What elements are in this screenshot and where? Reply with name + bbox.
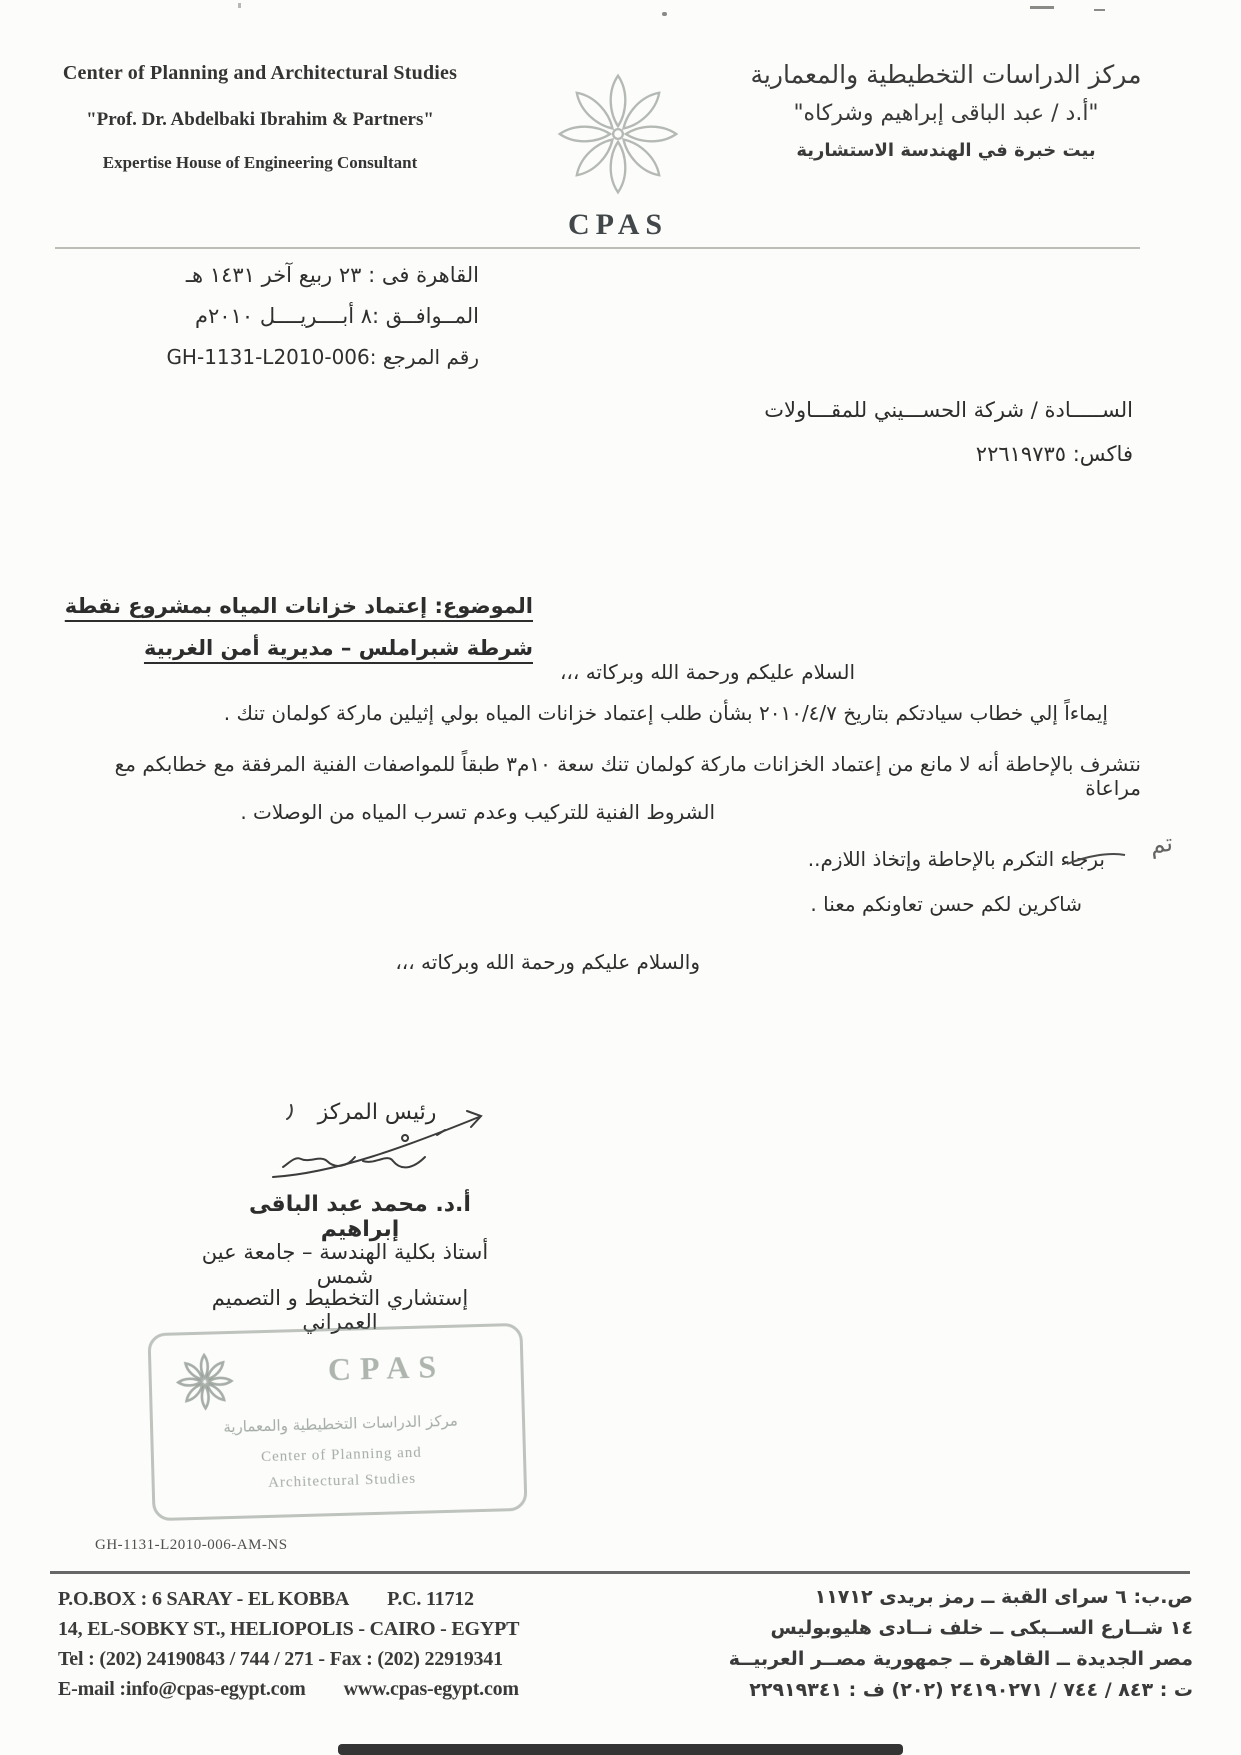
stamp-flower-icon [173,1350,237,1418]
org-subtitle-english: "Prof. Dr. Abdelbaki Ibrahim & Partners" [86,109,434,130]
header-divider [55,247,1140,249]
document-code: GH-1131-L2010-006-AM-NS [95,1537,288,1553]
closing-salutation: والسلام عليكم ورحمة الله وبركاته ،،، [395,950,700,974]
handwritten-annotation [1061,820,1181,884]
org-name-english: Center of Planning and Architectural Studies [62,62,458,84]
subject-line-2: شرطة شبراملس – مديرية أمن الغربية [143,636,533,660]
stamp-logo-text: CPAS [327,1347,446,1388]
letterhead-english [40,62,480,173]
cpas-flower-logo-icon [548,187,688,206]
footer-city-arabic: مصر الجديدة ــ القاهرة ــ جمهورية مصــر العربيــة [728,1648,1193,1670]
gregorian-date: المــوافــق :٨ أبــــريــــل ٢٠١٠م [195,304,479,328]
hijri-date: القاهرة فى : ٢٣ ربيع آخر ١٤٣١ هـ [185,263,479,287]
footer-divider [50,1571,1190,1574]
stamp-english-line-2: Architectural Studies [267,1470,417,1491]
date-reference-block [59,255,479,378]
footer-pobox: P.O.BOX : 6 SARAY - EL KOBBA [58,1588,350,1610]
signer-role-2: إستشاري التخطيط و التصميم العمراني [211,1286,469,1334]
org-tagline-arabic: بيت خبرة في الهندسة الاستشارية [796,140,1096,161]
reference-number: رقم المرجع :GH-1131-L2010-006 [166,345,479,369]
recipient-fax: فاكس: ٢٢٦١٩٧٣٥ [975,442,1133,466]
cpas-logo-text: CPAS [567,208,669,241]
org-name-arabic: مركز الدراسات التخطيطية والمعمارية [750,60,1142,89]
subject-line-1: الموضوع: إعتماد خزانات المياه بمشروع نقطة [64,594,533,618]
stamp-arabic-line: مركز الدراسات التخطيطية والمعمارية [223,1411,459,1437]
signer-name: أ.د. محمد عبد الباقى إبراهيم [249,1192,471,1242]
recipient-block [653,388,1133,476]
footer-tel-fax-arabic: ت : ٨٤٣ / ٧٤٤ / ٢٤١٩٠٢٧١ (٢٠٢) ف : ٢٢٩١٩٣٤١ [749,1679,1193,1701]
footer-website: www.cpas-egypt.com [343,1678,519,1700]
body-paragraph-2-line-2: الشروط الفنية للتركيب وعدم تسرب المياه من الوصلات . [240,800,715,824]
footer-address-arabic: ١٤ شــارع الســبكى ــ خلف نــادى هليوبوليس [770,1617,1193,1639]
body-thanks-line: شاكرين لكم حسن تعاونكم معنا . [810,892,1082,916]
footer-pobox-arabic: ص.ب: ٦ سراى القبة ــ رمز بريدى ١١٧١٢ [814,1586,1193,1608]
scan-artifact [662,12,667,16]
subject-block [63,585,533,669]
signer-title: رئيس المركز [317,1100,437,1125]
cpas-logo [538,66,698,242]
scan-artifact [1094,9,1105,11]
scan-artifact [1030,6,1054,9]
footer-arabic [633,1582,1193,1706]
salutation: السلام عليكم ورحمة الله وبركاته ،،، [559,660,855,684]
footer-postal-code: P.C. 11712 [387,1588,474,1610]
footer-email: E-mail :info@cpas-egypt.com [58,1678,306,1700]
scan-edge-band [338,1744,903,1755]
footer-address-line: 14, EL-SOBKY ST., HELIOPOLIS - CAIRO - EGYPT [58,1618,520,1640]
footer-tel-fax-line: Tel : (202) 24190843 / 744 / 271 - Fax : (202) 22919341 [58,1648,503,1670]
footer-english [58,1584,678,1704]
letterhead-arabic [706,60,1186,161]
cpas-ink-stamp [147,1323,527,1521]
recipient-name: الســـــادة / شركة الحســـيني للمقـــاولات [764,398,1133,422]
signer-role-1: أستاذ بكلية الهندسة – جامعة عين شمس [201,1240,489,1288]
body-paragraph-2-line-1: نتشرف بالإحاطة أنه لا مانع من إعتماد الخزانات ماركة كولمان تنك سعة ١٠م٣ طبقاً للمواصفات الفنية المرفقة مع خطابكم مع مراعاة [114,752,1141,800]
stamp-english-line-1: Center of Planning and [260,1444,422,1466]
signature-scribble [255,1095,505,1195]
body-request-line: برجاء التكرم بالإحاطة وإتخاذ اللازم.. [807,847,1105,871]
handwritten-note-text: تم [1148,828,1175,860]
footer-email-web-line [58,1674,678,1704]
footer-pobox-line [58,1584,678,1614]
scan-artifact [238,3,241,8]
org-subtitle-arabic: "أ.د / عبد الباقى إبراهيم وشركاه" [793,101,1099,126]
org-tagline-english: Expertise House of Engineering Consultant [102,153,418,172]
body-paragraph-1: إيماءاً إلي خطاب سيادتكم بتاريخ ٢٠١٠/٤/٧ بشأن طلب إعتماد خزانات المياه بولي إثيلين ماركة كولمان تنك . [223,701,1108,725]
